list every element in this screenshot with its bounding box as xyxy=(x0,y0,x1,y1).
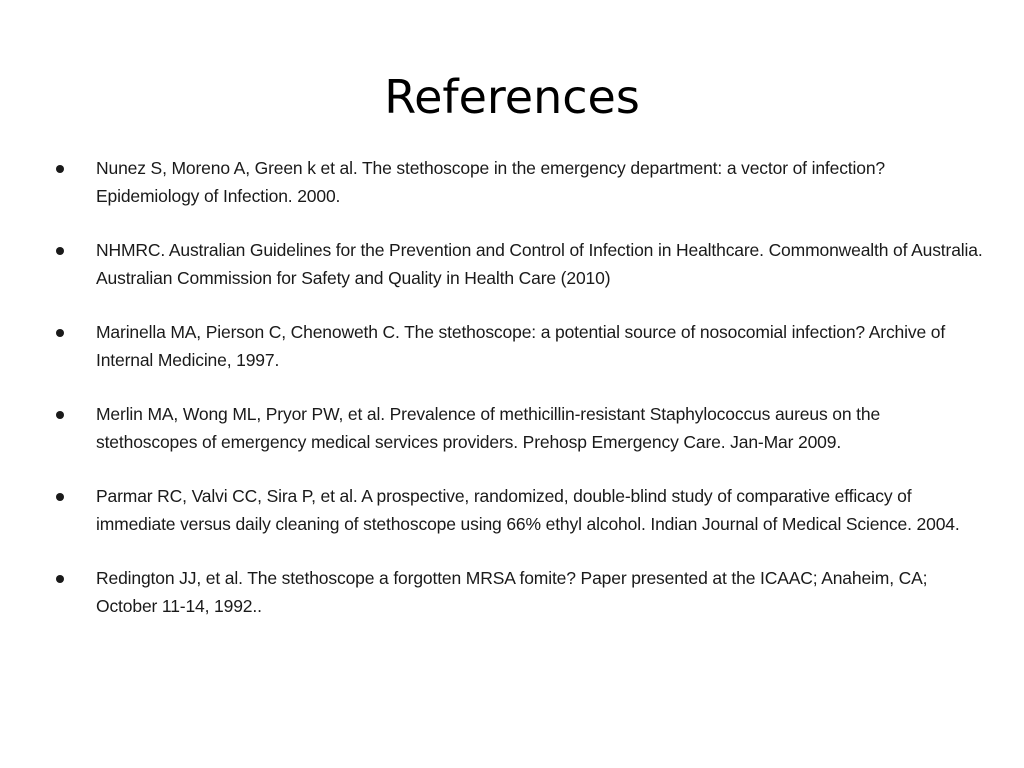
reference-item xyxy=(0,565,1024,620)
reference-item xyxy=(0,319,1024,374)
reference-text: NHMRC. Australian Guidelines for the Prevention and Control of Infection in Healthcare. Commonwealth of Australia. Australian Commission for Safety and Quality in Health Care (2010) xyxy=(96,240,983,288)
bullet-icon xyxy=(56,575,64,583)
slide-title: References xyxy=(384,70,640,124)
reference-item xyxy=(0,155,1024,210)
bullet-icon xyxy=(56,247,64,255)
reference-item xyxy=(0,237,1024,292)
reference-text: Marinella MA, Pierson C, Chenoweth C. The stethoscope: a potential source of nosocomial infection? Archive of Internal Medicine, 1997. xyxy=(96,322,946,370)
reference-text: Merlin MA, Wong ML, Pryor PW, et al. Prevalence of methicillin-resistant Staphylococcus aureus on the stethoscopes of emergency medical services providers. Prehosp Emergency Care. Jan-Mar 2009. xyxy=(96,404,881,452)
reference-text: Redington JJ, et al. The stethoscope a forgotten MRSA fomite? Paper presented at the ICAAC; Anaheim, CA; October 11-14, 1992.. xyxy=(96,568,928,616)
bullet-icon xyxy=(56,411,64,419)
reference-text: Parmar RC, Valvi CC, Sira P, et al. A prospective, randomized, double-blind study of comparative efficacy of immediate versus daily cleaning of stethoscope using 66% ethyl alcohol. Indian Journal of Medical Science. 2004. xyxy=(96,486,960,534)
reference-item xyxy=(0,483,1024,538)
reference-list xyxy=(0,155,1024,647)
bullet-icon xyxy=(56,165,64,173)
bullet-icon xyxy=(56,493,64,501)
reference-text: Nunez S, Moreno A, Green k et al. The stethoscope in the emergency department: a vector of infection? Epidemiology of Infection. 2000. xyxy=(96,158,886,206)
reference-item xyxy=(0,401,1024,456)
bullet-icon xyxy=(56,329,64,337)
